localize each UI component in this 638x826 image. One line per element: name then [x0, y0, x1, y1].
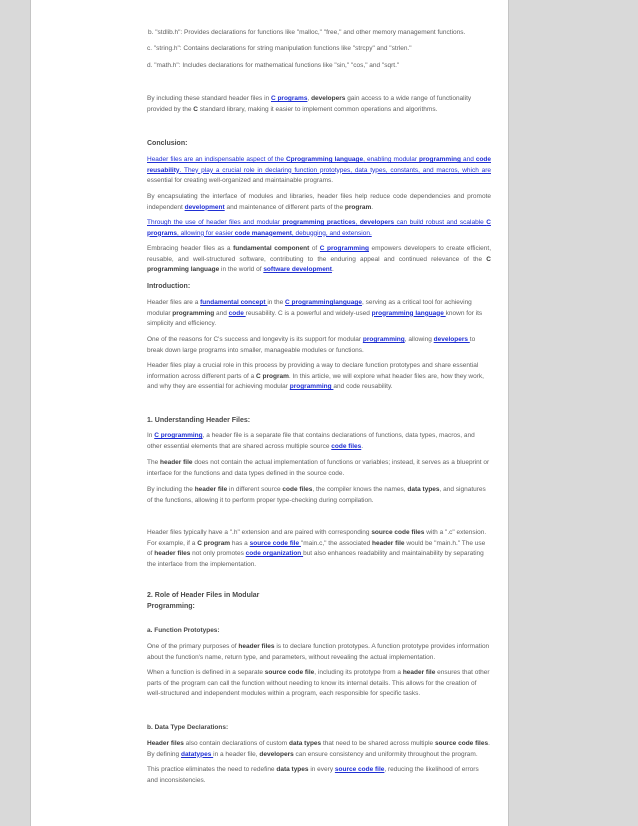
link-code-reusability[interactable]: code reusability [147, 156, 491, 174]
text-run: but also enhances readability and maintainability by separating the interface from the implementation. [147, 550, 484, 568]
text-run: gain access to a wide range of functionality provided by the [147, 95, 472, 113]
link-and[interactable]: and [460, 156, 476, 163]
text-run: standard library, making it easier to implement common operations and algorithms. [197, 105, 438, 113]
text-run: reusability. C is a powerful and widely-used [245, 309, 372, 317]
text-run: The [147, 459, 161, 466]
text-run: ensures that other parts of the program can call the function without needing to know its internal details. This allows for the creation of well-structured and independent modules within a program, each responsible for specific tasks. [147, 669, 490, 698]
bold-text: Header files [147, 740, 184, 747]
text-run: Header files are a [147, 299, 201, 306]
text-run: essential for creating well-organized and maintainable programs. [147, 177, 334, 185]
subsection-data-type-declarations: b. Data Type Declarations: [147, 724, 229, 731]
text-run: This practice eliminates the need to redefine [147, 766, 277, 773]
bold-text: header file [160, 459, 193, 466]
section-2-heading [147, 591, 491, 612]
standard-headers-paragraph [147, 94, 491, 115]
text-run: By encapsulating the interface of modules and libraries, header files help reduce code dependencies and promote independent [147, 193, 491, 211]
conclusion-paragraph-3 [147, 218, 491, 239]
bold-text: C program [256, 372, 289, 380]
text-run: "main.c," the associated [300, 539, 372, 547]
link-programming-language[interactable]: programming language [371, 309, 446, 317]
link-c-programming[interactable]: C programming [319, 245, 369, 252]
bold-text: programming [172, 309, 215, 317]
text-run: of [309, 245, 320, 252]
list-item-stdlib [147, 28, 491, 39]
conclusion-paragraph-2 [147, 192, 491, 213]
link-allowing-easier[interactable]: , allowing for easier [176, 229, 235, 237]
link-development[interactable]: development [184, 203, 225, 211]
bold-text: developers [311, 95, 346, 102]
section-2-paragraph-4 [147, 765, 491, 786]
link-programming-3[interactable]: programming [289, 383, 334, 391]
conclusion-heading: Conclusion: [147, 140, 188, 147]
bold-text: header file [402, 669, 436, 676]
link-c-programming-language[interactable]: Cprogramming language [285, 156, 364, 163]
text-run: also contain declarations of custom [183, 740, 289, 747]
link-programming-2[interactable]: programming [362, 336, 405, 343]
text-run: , allowing [404, 336, 434, 343]
link-enabling-modular[interactable]: , enabling modular [363, 156, 420, 163]
text-run: By including the [147, 486, 195, 493]
text-run: is to declare function prototypes. A function prototype provides information about the function's name, return type, and parameters, without revealing the actual implementation. [147, 643, 490, 661]
left-margin-gutter [0, 0, 31, 826]
text-run: One of the primary purposes of [147, 643, 239, 650]
text-run: that need to be shared across multiple [321, 740, 435, 747]
link-debugging-extension[interactable]: , debugging, and extension. [291, 229, 372, 237]
right-margin-gutter [508, 0, 638, 826]
introduction-heading: Introduction: [147, 283, 191, 290]
text-run: in a header file, [213, 750, 260, 758]
text-run: not only promotes [190, 550, 246, 558]
text-run: d. "math.h": Includes declarations for mathematical functions like "sin," "cos," and "sqrt." [147, 62, 400, 69]
section-2-paragraph-2 [147, 668, 491, 700]
text-run: Programming: [147, 602, 195, 610]
text-run: in every [308, 766, 335, 773]
text-run: does not contain the actual implementation of functions or variables; instead, it serves as a blueprint or interface for the functions and data types defined in the source code. [147, 459, 490, 477]
text-run: . [371, 203, 374, 211]
text-run: , reducing the likelihood of errors and inconsistencies. [147, 766, 479, 784]
bold-text: data types [276, 766, 309, 773]
text-run: , the compiler knows the names, [312, 486, 408, 493]
link-c-programming-2[interactable]: C programming [154, 432, 203, 439]
text-run: When a function is defined in a separate [147, 669, 265, 676]
text-run: and [214, 309, 229, 317]
introduction-paragraph-3 [147, 361, 491, 393]
bold-text: developers [259, 750, 294, 758]
text-run: can ensure consistency and uniformity throughout the program. [293, 750, 478, 758]
section-2-paragraph-1 [147, 642, 491, 663]
bold-text: data types [407, 486, 440, 493]
text-run: to break down large programs into smaller, manageable modules or functions. [147, 336, 476, 354]
conclusion-paragraph-1 [147, 155, 491, 187]
text-run: , including its prototype from a [314, 669, 403, 676]
introduction-paragraph-2 [147, 335, 491, 356]
text-run: , [307, 95, 312, 102]
link-code-organization[interactable]: code organization [245, 550, 304, 558]
bold-text: data types [289, 740, 322, 747]
text-run: in the world of [219, 266, 264, 274]
text-run: . [361, 442, 364, 450]
text-run: Embracing header files as a [147, 245, 234, 252]
section-1-paragraph-1 [147, 431, 491, 452]
section-1-paragraph-4 [147, 528, 491, 570]
bold-text: header files [238, 643, 275, 650]
text-run: , a header file is a separate file that contains declarations of functions, data types, macros, and other essential elements that are shared across multiple source [147, 432, 475, 450]
text-run: By including these standard header files in [147, 95, 271, 102]
text-run: In [147, 432, 155, 439]
bold-text: code files [282, 486, 313, 493]
link-c-programs[interactable]: C programs [270, 95, 308, 102]
bold-text: program [344, 203, 372, 211]
section-1-paragraph-3 [147, 485, 491, 506]
text-run: . By defining [147, 740, 490, 758]
bold-text: fundamental component [233, 245, 310, 252]
section-2-paragraph-3 [147, 739, 491, 760]
text-run: 2. Role of Header Files in Modular [147, 592, 260, 599]
link-software-development[interactable]: software development [263, 266, 332, 274]
text-run: , and signatures of the functions, allowing it to perform proper type-checking during compilation. [147, 486, 486, 504]
link-source-code-file-2[interactable]: source code file [334, 766, 385, 773]
bold-text: source code files [371, 529, 425, 536]
text-run: with a ".c" extension. For example, if a [147, 529, 487, 547]
text-run: and maintenance of different parts of the [224, 203, 345, 211]
list-item-math [147, 61, 491, 72]
text-run: c. "string.h": Contains declarations for string manipulation functions like "strcpy" and "strlen." [147, 45, 412, 52]
text-run: in different source [227, 486, 283, 493]
link-comma[interactable]: , [355, 219, 360, 226]
bold-text: C programming language [147, 255, 491, 274]
link-header-files[interactable]: Header files are an indispensable aspect of the [147, 156, 286, 163]
text-run: and code reusability. [333, 383, 393, 391]
text-run: Header files play a crucial role in this process by providing a way to declare function prototypes and share essential information across different parts of a [147, 362, 479, 380]
link-programming-practices[interactable]: programming practices [282, 219, 356, 226]
link-code-files[interactable]: code files [331, 442, 362, 450]
link-developers-2[interactable]: developers [433, 336, 470, 343]
document-page [31, 0, 508, 826]
introduction-paragraph-1 [147, 298, 491, 330]
link-code[interactable]: code [228, 309, 246, 317]
link-code-management[interactable]: code management [234, 229, 292, 237]
text-run: known for its simplicity and efficiency. [147, 309, 483, 328]
conclusion-paragraph-4 [147, 244, 491, 276]
link-c-programminglanguage[interactable]: C programminglanguage [285, 299, 362, 306]
text-run: . In this article, we will explore what header files are, how they work, and why they are essential for achieving modular [147, 372, 484, 391]
section-1-heading: 1. Understanding Header Files: [147, 417, 251, 424]
link-datatypes[interactable]: datatypes [180, 750, 214, 758]
text-run: Header files typically have a ".h" extension and are paired with corresponding [147, 529, 372, 536]
subsection-function-prototypes: a. Function Prototypes: [147, 627, 220, 634]
link-can-build[interactable]: can build robust and scalable [394, 219, 487, 226]
link-play-crucial-role[interactable]: . They play a crucial role in declaring function prototypes, data types, constants, and macros, which are [179, 166, 491, 174]
bold-text: source code file [264, 669, 315, 676]
bold-text: header file [372, 539, 405, 547]
link-c-programs-2[interactable]: C programs [147, 219, 491, 237]
bold-text: C program [197, 539, 231, 547]
link-source-code-file[interactable]: source code file [249, 539, 301, 547]
link-fundamental-concept[interactable]: fundamental concept [200, 299, 268, 306]
text-run: One of the reasons for C's success and longevity is its support for modular [147, 336, 363, 343]
list-item-string [147, 44, 491, 55]
text-run: has a [230, 539, 250, 547]
bold-text: header file [194, 486, 228, 493]
bold-text: header files [154, 550, 191, 558]
text-run: b. "stdlib.h": Provides declarations for functions like "malloc," "free," and other memory management functions. [148, 29, 466, 36]
text-run: in the [267, 299, 286, 306]
section-1-paragraph-2 [147, 458, 491, 479]
text-run: . [331, 266, 334, 274]
link-programming[interactable]: programming [419, 156, 461, 163]
bold-text: C [193, 105, 198, 113]
link-developers[interactable]: developers [359, 219, 395, 226]
text-run: empowers developers to create efficient, reusable, and well-structured software, contributing to the enduring appeal and continued relevance of the [147, 245, 491, 263]
text-run: , serving as a critical tool for achieving modular [147, 299, 472, 317]
text-run: would be "main.h." The use of [147, 539, 486, 558]
link-through-the-use[interactable]: Through the use of header files and modular [147, 219, 283, 226]
bold-text: source code files [434, 740, 489, 747]
